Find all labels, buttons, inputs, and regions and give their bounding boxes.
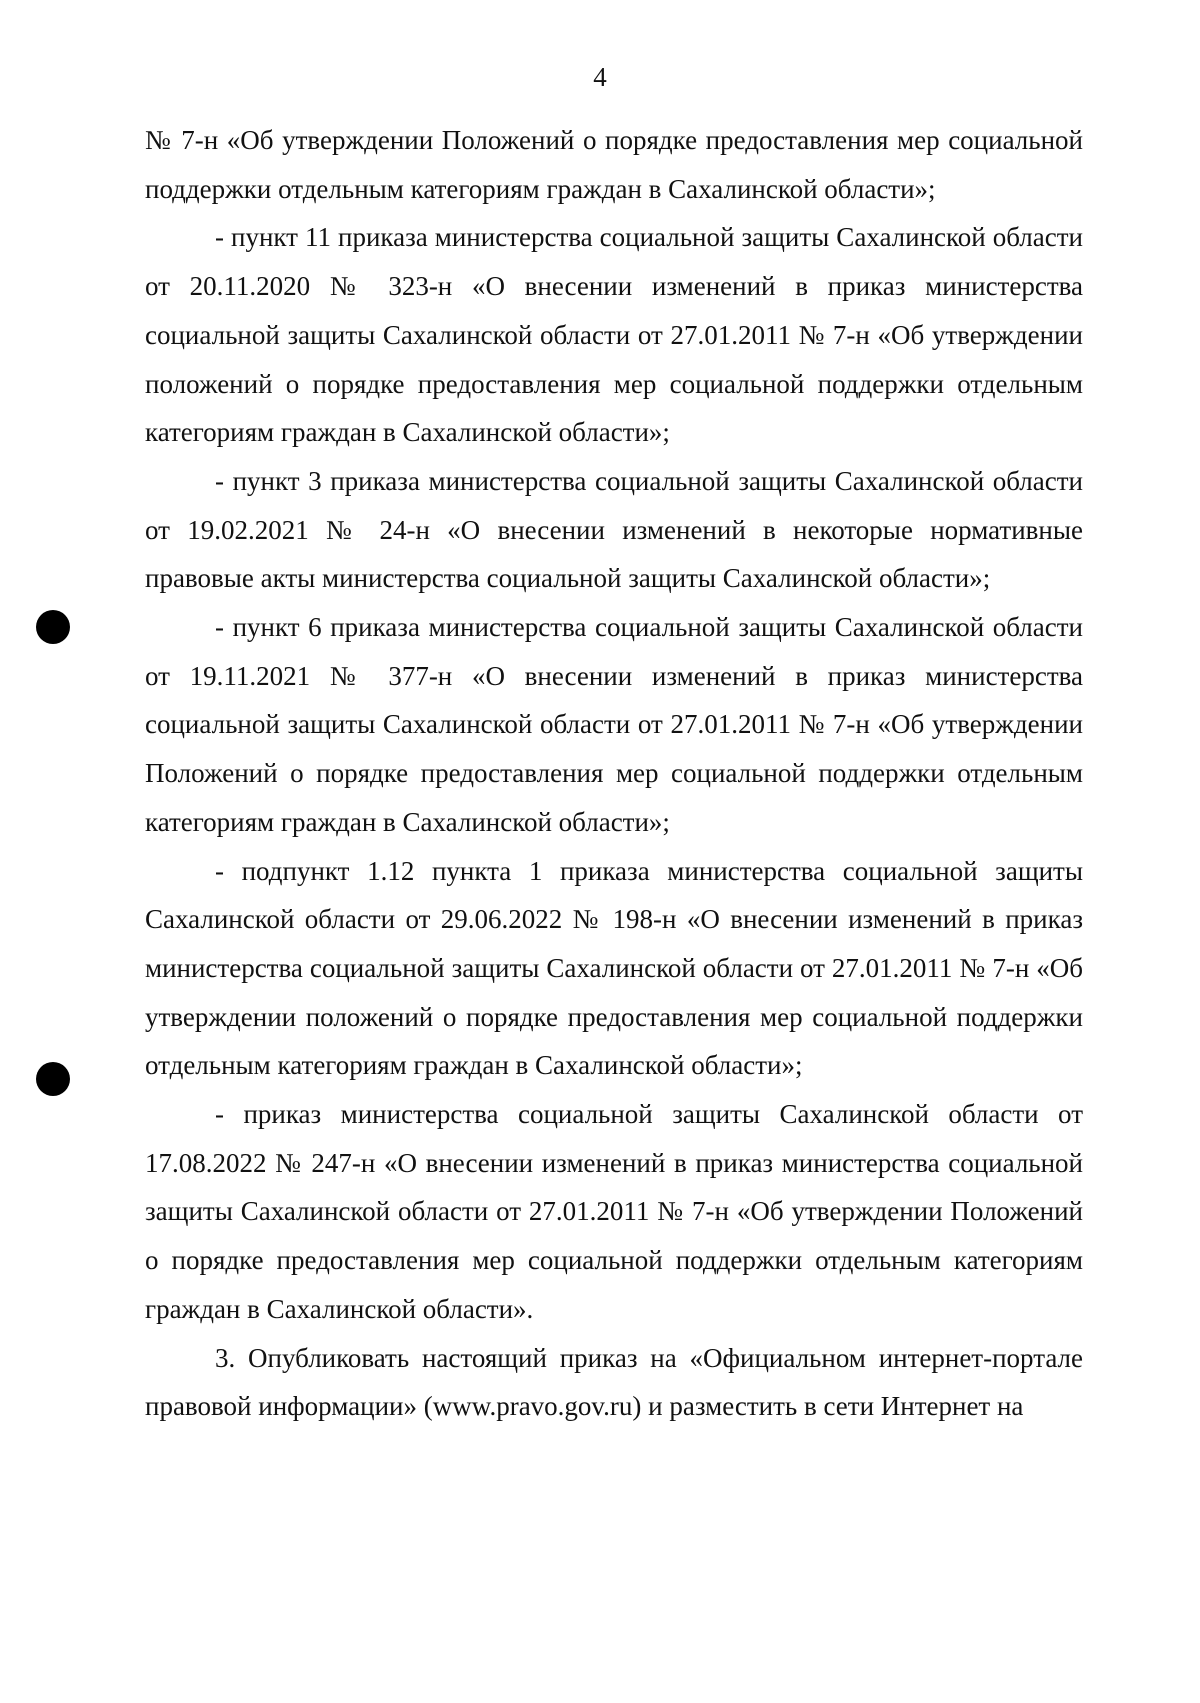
paragraph-continuation: № 7-н «Об утверждении Положений о порядке предоставления мер социальной поддержки отдельным категориям граждан в Сахалинской области»; <box>145 125 1083 204</box>
punch-hole-mark <box>36 1062 70 1096</box>
punch-hole-mark <box>36 610 70 644</box>
paragraph-item: - пункт 3 приказа министерства социальной защиты Сахалинской области от 19.02.2021 № 24-н «О внесении изменений в некоторые нормативные правовые акты министерства социальной защиты Сахалинской области»; <box>145 465 1083 594</box>
paragraph-item: - пункт 11 приказа министерства социальной защиты Сахалинской области от 20.11.2020 № 323-н «О внесении изменений в приказ министерства социальной защиты Сахалинской области от 27.01.2011 № 7-н «Об утверждении положений о порядке предоставления мер социальной поддержки отдельным категориям граждан в Сахалинской области»; <box>145 222 1083 448</box>
paragraph-item: - приказ министерства социальной защиты Сахалинской области от 17.08.2022 № 247-н «О внесении изменений в приказ министерства социальной защиты Сахалинской области от 27.01.2011 № 7-н «Об утверждении Положений о порядке предоставления мер социальной поддержки отдельным категориям граждан в Сахалинской области». <box>145 1099 1083 1324</box>
paragraph-section-3: 3. Опубликовать настоящий приказ на «Официальном интернет-портале правовой информации» (www.pravo.gov.ru) и разместить в сети Интернет на <box>145 1342 1083 1422</box>
page-number: 4 <box>593 62 607 92</box>
document-body <box>145 116 1083 1431</box>
paragraph-item: - пункт 6 приказа министерства социальной защиты Сахалинской области от 19.11.2021 № 377-н «О внесении изменений в приказ министерства социальной защиты Сахалинской области от 27.01.2011 № 7-н «Об утверждении Положений о порядке предоставления мер социальной поддержки отдельным категориям граждан в Сахалинской области»; <box>145 612 1083 837</box>
paragraph-item: - подпункт 1.12 пункта 1 приказа министерства социальной защиты Сахалинской области от 29.06.2022 № 198-н «О внесении изменений в приказ министерства социальной защиты Сахалинской области от 27.01.2011 № 7-н «Об утверждении положений о порядке предоставления мер социальной поддержки отдельным категориям граждан в Сахалинской области»; <box>145 855 1083 1081</box>
